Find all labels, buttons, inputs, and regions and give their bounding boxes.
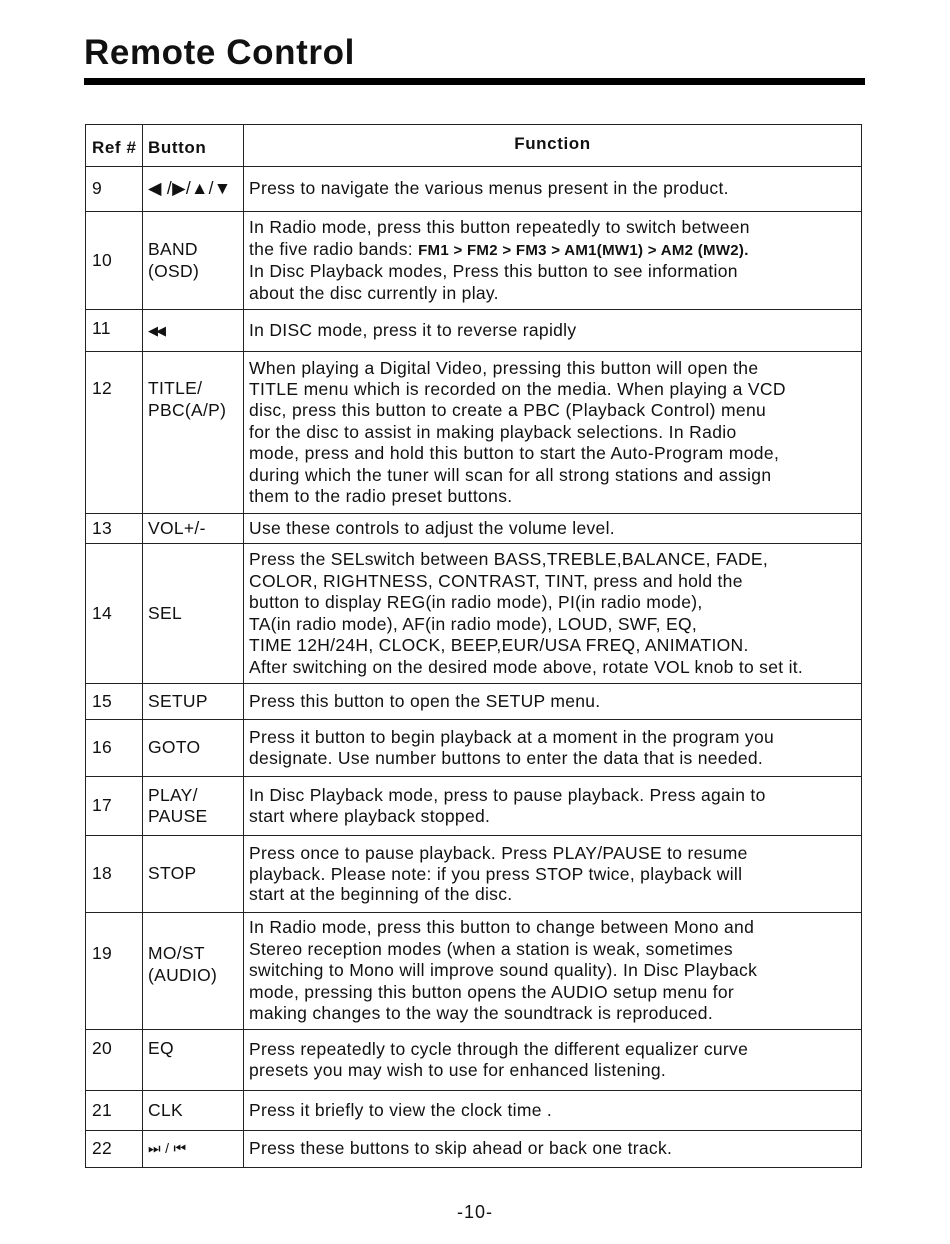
remote-control-table [85, 124, 862, 1168]
function-description: Press repeatedly to cycle through the different equalizer curve presets you may wish to use for enhanced listening. [244, 1030, 862, 1091]
table-row [86, 777, 862, 836]
ref-number: 15 [86, 684, 143, 720]
button-name: CLK [143, 1091, 244, 1131]
button-name: GOTO [143, 720, 244, 777]
ref-number: 9 [86, 167, 143, 212]
table-row [86, 684, 862, 720]
function-description: Use these controls to adjust the volume level. [244, 514, 862, 544]
button-name: SEL [143, 544, 244, 684]
rewind-icon: ◀◀ [143, 310, 244, 352]
function-description: In DISC mode, press it to reverse rapidly [244, 310, 862, 352]
table-row [86, 167, 862, 212]
ref-column-header: Ref # [86, 125, 143, 167]
button-name: VOL+/- [143, 514, 244, 544]
ref-number: 17 [86, 777, 143, 836]
skip-next-prev-icon: ⏭ / ⏮ [143, 1131, 244, 1168]
table-row [86, 544, 862, 684]
button-name: BAND (OSD) [143, 212, 244, 310]
page-number: -10- [456, 1202, 493, 1222]
ref-number: 19 [86, 913, 143, 1030]
button-name: EQ [143, 1030, 244, 1091]
button-name: ◀ /▶/▲/▼ [143, 167, 244, 212]
title-underline [84, 78, 865, 85]
table-row [86, 913, 862, 1030]
table-row [86, 310, 862, 352]
button-name: TITLE/ PBC(A/P) [143, 352, 244, 514]
function-description: In Radio mode, press this button to change between Mono and Stereo reception modes (when a station is weak, sometimes switching to Mono will improve sound quality). In Disc Playback mode, pressing this button opens the AUDIO setup menu for making changes to the way the soundtrack is reproduced. [244, 913, 862, 1030]
table-header-row [86, 125, 862, 167]
function-description: Press once to pause playback. Press PLAY/PAUSE to resume playback. Please note: if you press STOP twice, playback will start at the beginning of the disc. [244, 836, 862, 913]
function-text: In Radio mode, press this button repeatedly to switch between the five radio bands: [249, 217, 750, 259]
table-row [86, 1030, 862, 1091]
function-description: Press to navigate the various menus present in the product. [244, 167, 862, 212]
function-description: Press it briefly to view the clock time . [244, 1091, 862, 1131]
ref-number: 16 [86, 720, 143, 777]
function-description: Press the SELswitch between BASS,TREBLE,BALANCE, FADE, COLOR, RIGHTNESS, CONTRAST, TINT, press and hold the button to display REG(in radio mode), PI(in radio mode), TA(in radio mode), AF(in radio mode), LOUD, SWF, EQ, TIME 12H/24H, CLOCK, BEEP,EUR/USA FREQ, ANIMATION. After switching on the desired mode above, rotate VOL knob to set it. [244, 544, 862, 684]
button-column-header: Button [143, 125, 244, 167]
button-name: STOP [143, 836, 244, 913]
ref-number: 12 [86, 352, 143, 514]
ref-number: 18 [86, 836, 143, 913]
function-description: When playing a Digital Video, pressing this button will open the TITLE menu which is recorded on the media. When playing a VCD disc, press this button to create a PBC (Playback Control) menu for the disc to assist in making playback selections. In Radio mode, press and hold this button to start the Auto-Program mode, during which the tuner will scan for all strong stations and assign them to the radio preset buttons. [244, 352, 862, 514]
ref-number: 13 [86, 514, 143, 544]
function-description: Press this button to open the SETUP menu. [244, 684, 862, 720]
button-name: PLAY/ PAUSE [143, 777, 244, 836]
button-name: MO/ST (AUDIO) [143, 913, 244, 1030]
function-column-header: Function [244, 125, 862, 167]
ref-number: 22 [86, 1131, 143, 1168]
table-row [86, 1131, 862, 1168]
table-row [86, 720, 862, 777]
ref-number: 21 [86, 1091, 143, 1131]
ref-number: 20 [86, 1030, 143, 1091]
ref-number: 10 [86, 212, 143, 310]
table-row [86, 514, 862, 544]
table-row [86, 212, 862, 310]
function-description: Press it button to begin playback at a moment in the program you designate. Use number buttons to enter the data that is needed. [244, 720, 862, 777]
function-description: In Disc Playback mode, press to pause playback. Press again to start where playback stopped. [244, 777, 862, 836]
function-description [244, 212, 862, 310]
function-text: In Disc Playback modes, Press this button to see information about the disc currently in play. [249, 261, 738, 303]
page-title: Remote Control [84, 33, 355, 72]
table-row [86, 352, 862, 514]
table-row [86, 1091, 862, 1131]
ref-number: 11 [86, 310, 143, 352]
radio-bands-sequence: FM1 > FM2 > FM3 > AM1(MW1) > AM2 (MW2). [418, 241, 749, 259]
table-row [86, 836, 862, 913]
ref-number: 14 [86, 544, 143, 684]
function-description: Press these buttons to skip ahead or back one track. [244, 1131, 862, 1168]
button-name: SETUP [143, 684, 244, 720]
